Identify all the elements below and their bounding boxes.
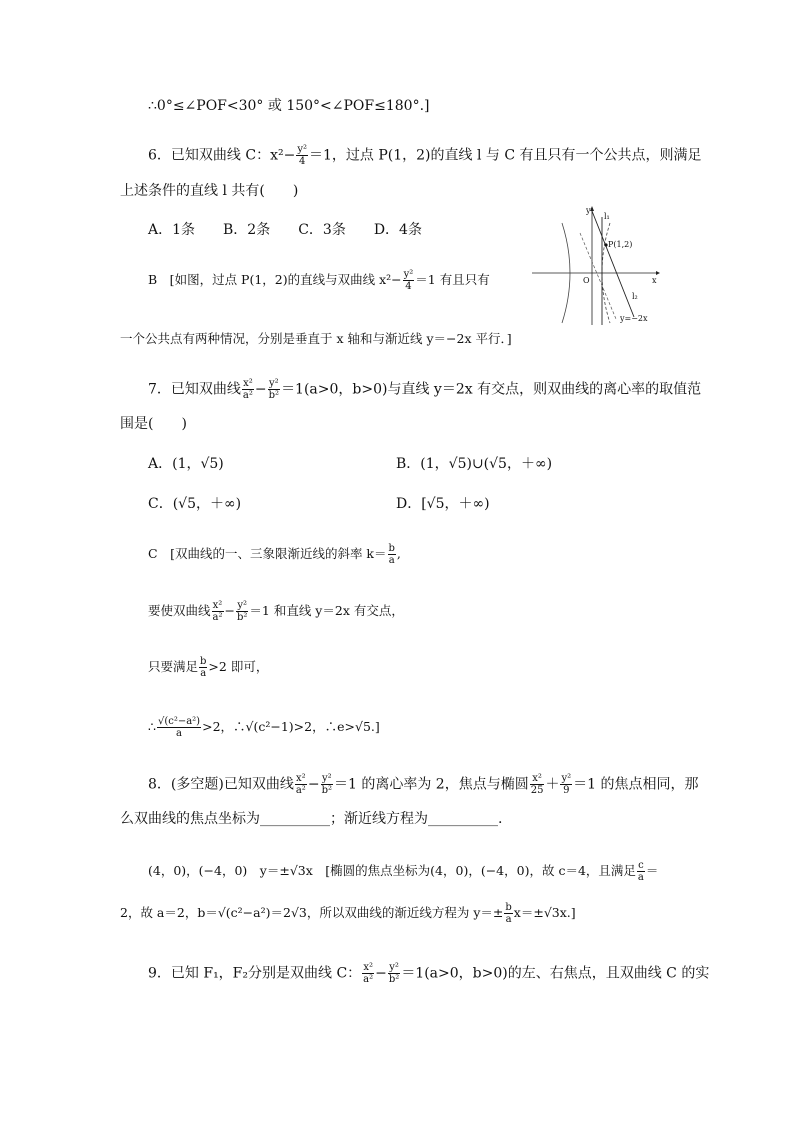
label-y: y xyxy=(586,206,591,215)
q9-stem-line1: 9．已知 F₁，F₂分别是双曲线 C： $\frac{\text{x²}}{\text{a²}}$ − $\frac{\text{y²}}{\text{b²}}$ ＝1(a>0，b>0)的左、右焦点，且双曲线 C 的实 xyxy=(148,962,710,985)
line-l2 xyxy=(592,211,634,317)
fraction: $\frac{\text{y²}}{\text{b²}}$ xyxy=(388,962,400,985)
fraction: $\frac{\text{y²}}{\text{b²}}$ xyxy=(321,773,332,796)
q7-option-c: C．(√5，＋∞) xyxy=(148,496,242,512)
q6-options: A．1条 B．2条 C．3条 D．4条 xyxy=(148,222,422,238)
fraction: $\frac{\text{x²}}{25}$ xyxy=(530,773,544,796)
q7-option-b: B．(1，√5)∪(√5，＋∞) xyxy=(396,456,553,472)
fraction: $\frac{\text{x²}}{\text{a²}}$ xyxy=(242,378,253,401)
fraction: $\frac{\text{y²}}{9}$ xyxy=(561,773,572,796)
label-l2: l₂ xyxy=(632,292,638,301)
fraction: $\frac{\text{x²}}{\text{a²}}$ xyxy=(295,773,306,796)
fraction: $\frac{\text{y²}}{4}$ xyxy=(403,269,414,292)
q7-option-a: A．(1，√5) xyxy=(148,456,224,472)
fraction: $\frac{b}{a}$ xyxy=(505,902,512,925)
x-axis-arrow xyxy=(656,271,660,275)
label-O: O xyxy=(583,276,590,285)
y-axis-arrow xyxy=(590,206,594,211)
q6-answer-line2: 一个公共点有两种情况，分别是垂直于 x 轴和与渐近线 y＝−2x 平行．] xyxy=(120,331,512,346)
fraction: $\frac{\text{x²}}{\text{a²}}$ xyxy=(212,600,223,623)
label-asymptote: y=−2x xyxy=(620,314,648,323)
q7-answer-line3: 只要满足 $\frac{b}{a}$ >2 即可， xyxy=(148,656,269,679)
q8-answer-line2: 2，故 a＝2，b＝√(c²−a²)＝2√3，所以双曲线的渐近线方程为 y＝± $\frac{b}{a}$ x＝±√3x.] xyxy=(120,902,576,925)
q6-answer-line1: B [如图，过点 P(1，2)的直线与双曲线 x²− $\frac{\text{y²}}{4}$ ＝1 有且只有 xyxy=(148,269,490,292)
q7-stem-line1: 7．已知双曲线 $\frac{\text{x²}}{\text{a²}}$ − $\frac{\text{y²}}{\text{b²}}$ ＝1(a>0，b>0)与直线 y＝2x 有交点，则双曲线的离心率的取值范 xyxy=(148,378,702,401)
q7-answer-line1: C [双曲线的一、三象限渐近线的斜率 k＝ $\frac{b}{a}$ , xyxy=(148,543,401,566)
q7-answer-line4: ∴ $\frac{\text{√(c²−a²)}}{a}$ >2，∴√(c²−1)>2，∴e>√5.] xyxy=(148,716,380,739)
q6-stem-line2: 上述条件的直线 l 共有( ) xyxy=(120,183,299,199)
q8-answer-line1: (4，0)，(−4，0) y＝±√3x [椭圆的焦点坐标为(4，0)，(−4，0)，故 c＝4，且满足 $\frac{c}{a}$ ＝ xyxy=(148,860,659,883)
fraction: $\frac{c}{a}$ xyxy=(637,860,644,883)
q8-stem-line1: 8．(多空题)已知双曲线 $\frac{\text{x²}}{\text{a²}}$ − $\frac{\text{y²}}{\text{b²}}$ ＝1 的离心率为 2，焦点与椭圆 $\frac{\text{x²}}{25}$ ＋ $\frac{\text{y²}}{9}$ ＝1 的焦点相同，那 xyxy=(148,773,699,796)
q7-option-d: D．[√5，＋∞) xyxy=(396,496,490,512)
q7-answer-line2: 要使双曲线 $\frac{\text{x²}}{\text{a²}}$ − $\frac{\text{y²}}{\text{b²}}$ ＝1 和直线 y＝2x 有交点， xyxy=(148,600,404,623)
fraction: $\frac{\text{y²}}{\text{b²}}$ xyxy=(236,600,248,623)
q6-stem-line1: 6．已知双曲线 C：x²− $\frac{\text{y²}}{4}$ ＝1，过点 P(1，2)的直线 l 与 C 有且只有一个公共点，则满足 xyxy=(148,144,702,167)
q7-stem-line2: 围是( ) xyxy=(120,416,187,432)
hyperbola-figure xyxy=(530,203,664,328)
q8-stem-line2: 么双曲线的焦点坐标为__________；渐近线方程为__________. xyxy=(120,811,503,827)
fraction: $\frac{\text{√(c²−a²)}}{a}$ xyxy=(157,716,201,739)
label-P: P(1,2) xyxy=(608,240,633,249)
label-l1: l₁ xyxy=(604,212,610,221)
prev-answer-tail: ∴0°≤∠POF<30° 或 150°<∠POF≤180°.] xyxy=(148,98,430,114)
fraction: $\frac{\text{x²}}{\text{a²}}$ xyxy=(363,962,374,985)
fraction: $\frac{\text{y²}}{4}$ xyxy=(297,144,307,167)
fraction: $\frac{b}{a}$ xyxy=(200,656,207,679)
fraction: $\frac{\text{y²}}{\text{b²}}$ xyxy=(268,378,280,401)
label-x: x xyxy=(652,276,657,285)
fraction: $\frac{b}{a}$ xyxy=(388,543,395,566)
